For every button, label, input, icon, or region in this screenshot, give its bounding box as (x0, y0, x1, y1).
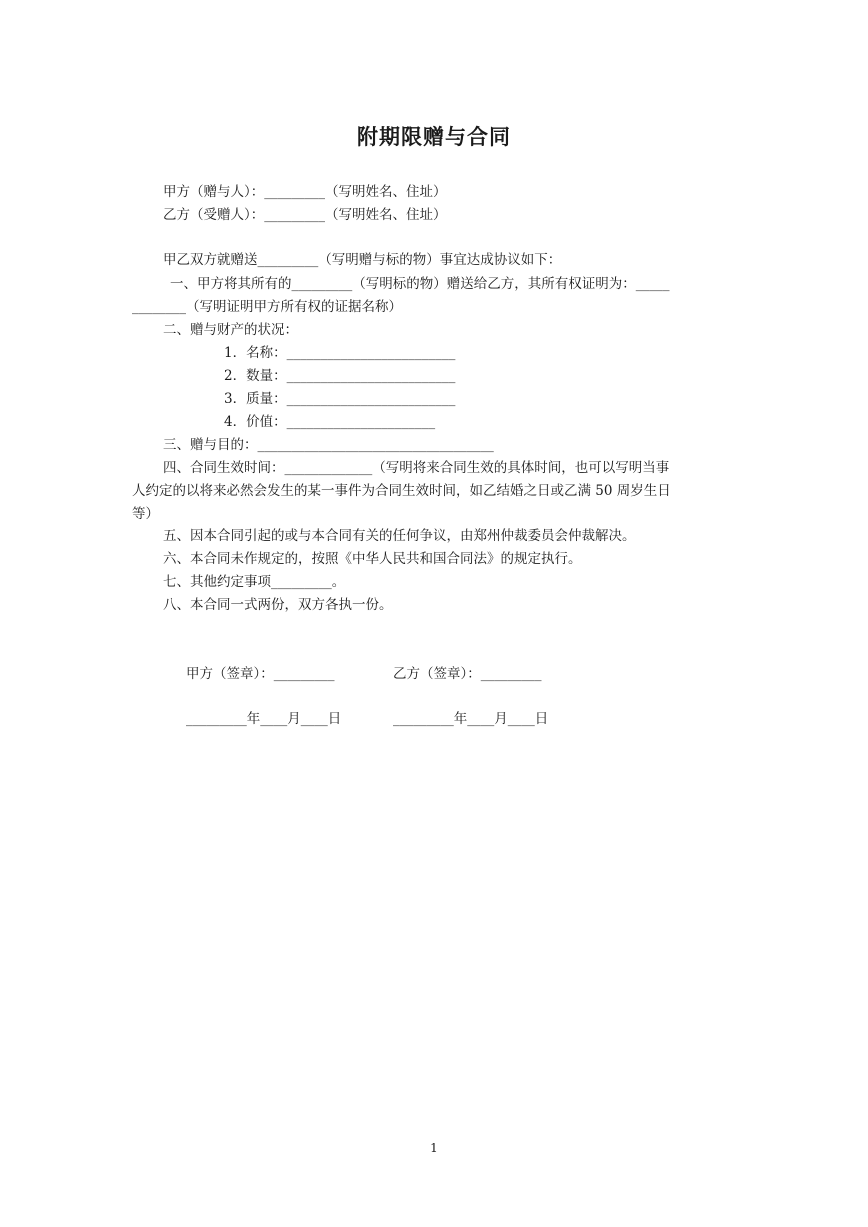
clause-6-line: 六、本合同未作规定的，按照《中华人民共和国合同法》的规定执行。 (163, 551, 582, 567)
clause-3-line: 三、赠与目的：___________________________________ (163, 437, 494, 453)
clause-4-line-2: 人约定的以将来必然会发生的某一事件为合同生效时间，如乙结婚之日或乙满 50 周岁生日 (132, 483, 671, 499)
party-a-date: _________年____月____日 (186, 711, 342, 727)
clause-1-line-2: ________（写明证明甲方所有权的证据名称） (132, 299, 402, 315)
clause-8-line: 八、本合同一式两份，双方各执一份。 (163, 597, 393, 613)
clause-4-line-1: 四、合同生效时间：_____________（写明将来合同生效的具体时间，也可以写明当事 (163, 460, 670, 476)
document-title: 附期限赠与合同 (357, 125, 511, 149)
clause-2-item-name: 1．名称：_________________________ (224, 345, 456, 361)
clause-2-item-value: 4．价值：______________________ (224, 414, 436, 430)
party-b-date: _________年____月____日 (393, 711, 549, 727)
clause-7-line: 七、其他约定事项_________。 (163, 574, 346, 590)
intro-line: 甲乙双方就赠送_________（写明赠与标的物）事宜达成协议如下： (163, 252, 562, 268)
party-b-signature: 乙方（签章）：_________ (393, 666, 542, 682)
clause-2-item-quality: 3．质量：_________________________ (224, 391, 456, 407)
clause-1-line-1: 一、甲方将其所有的_________（写明标的物）赠送给乙方，其所有权证明为：_____ (170, 276, 670, 292)
clause-2-item-quantity: 2．数量：_________________________ (224, 368, 456, 384)
party-a-line: 甲方（赠与人）：_________（写明姓名、住址） (163, 184, 447, 200)
clause-2-heading: 二、赠与财产的状况： (163, 322, 298, 338)
clause-5-line: 五、因本合同引起的或与本合同有关的任何争议，由郑州仲裁委员会仲裁解决。 (163, 528, 636, 544)
party-a-signature: 甲方（签章）：_________ (186, 666, 335, 682)
clause-4-line-3: 等） (132, 506, 159, 522)
page-number: 1 (430, 1141, 438, 1155)
party-b-line: 乙方（受赠人）：_________（写明姓名、住址） (163, 207, 447, 223)
